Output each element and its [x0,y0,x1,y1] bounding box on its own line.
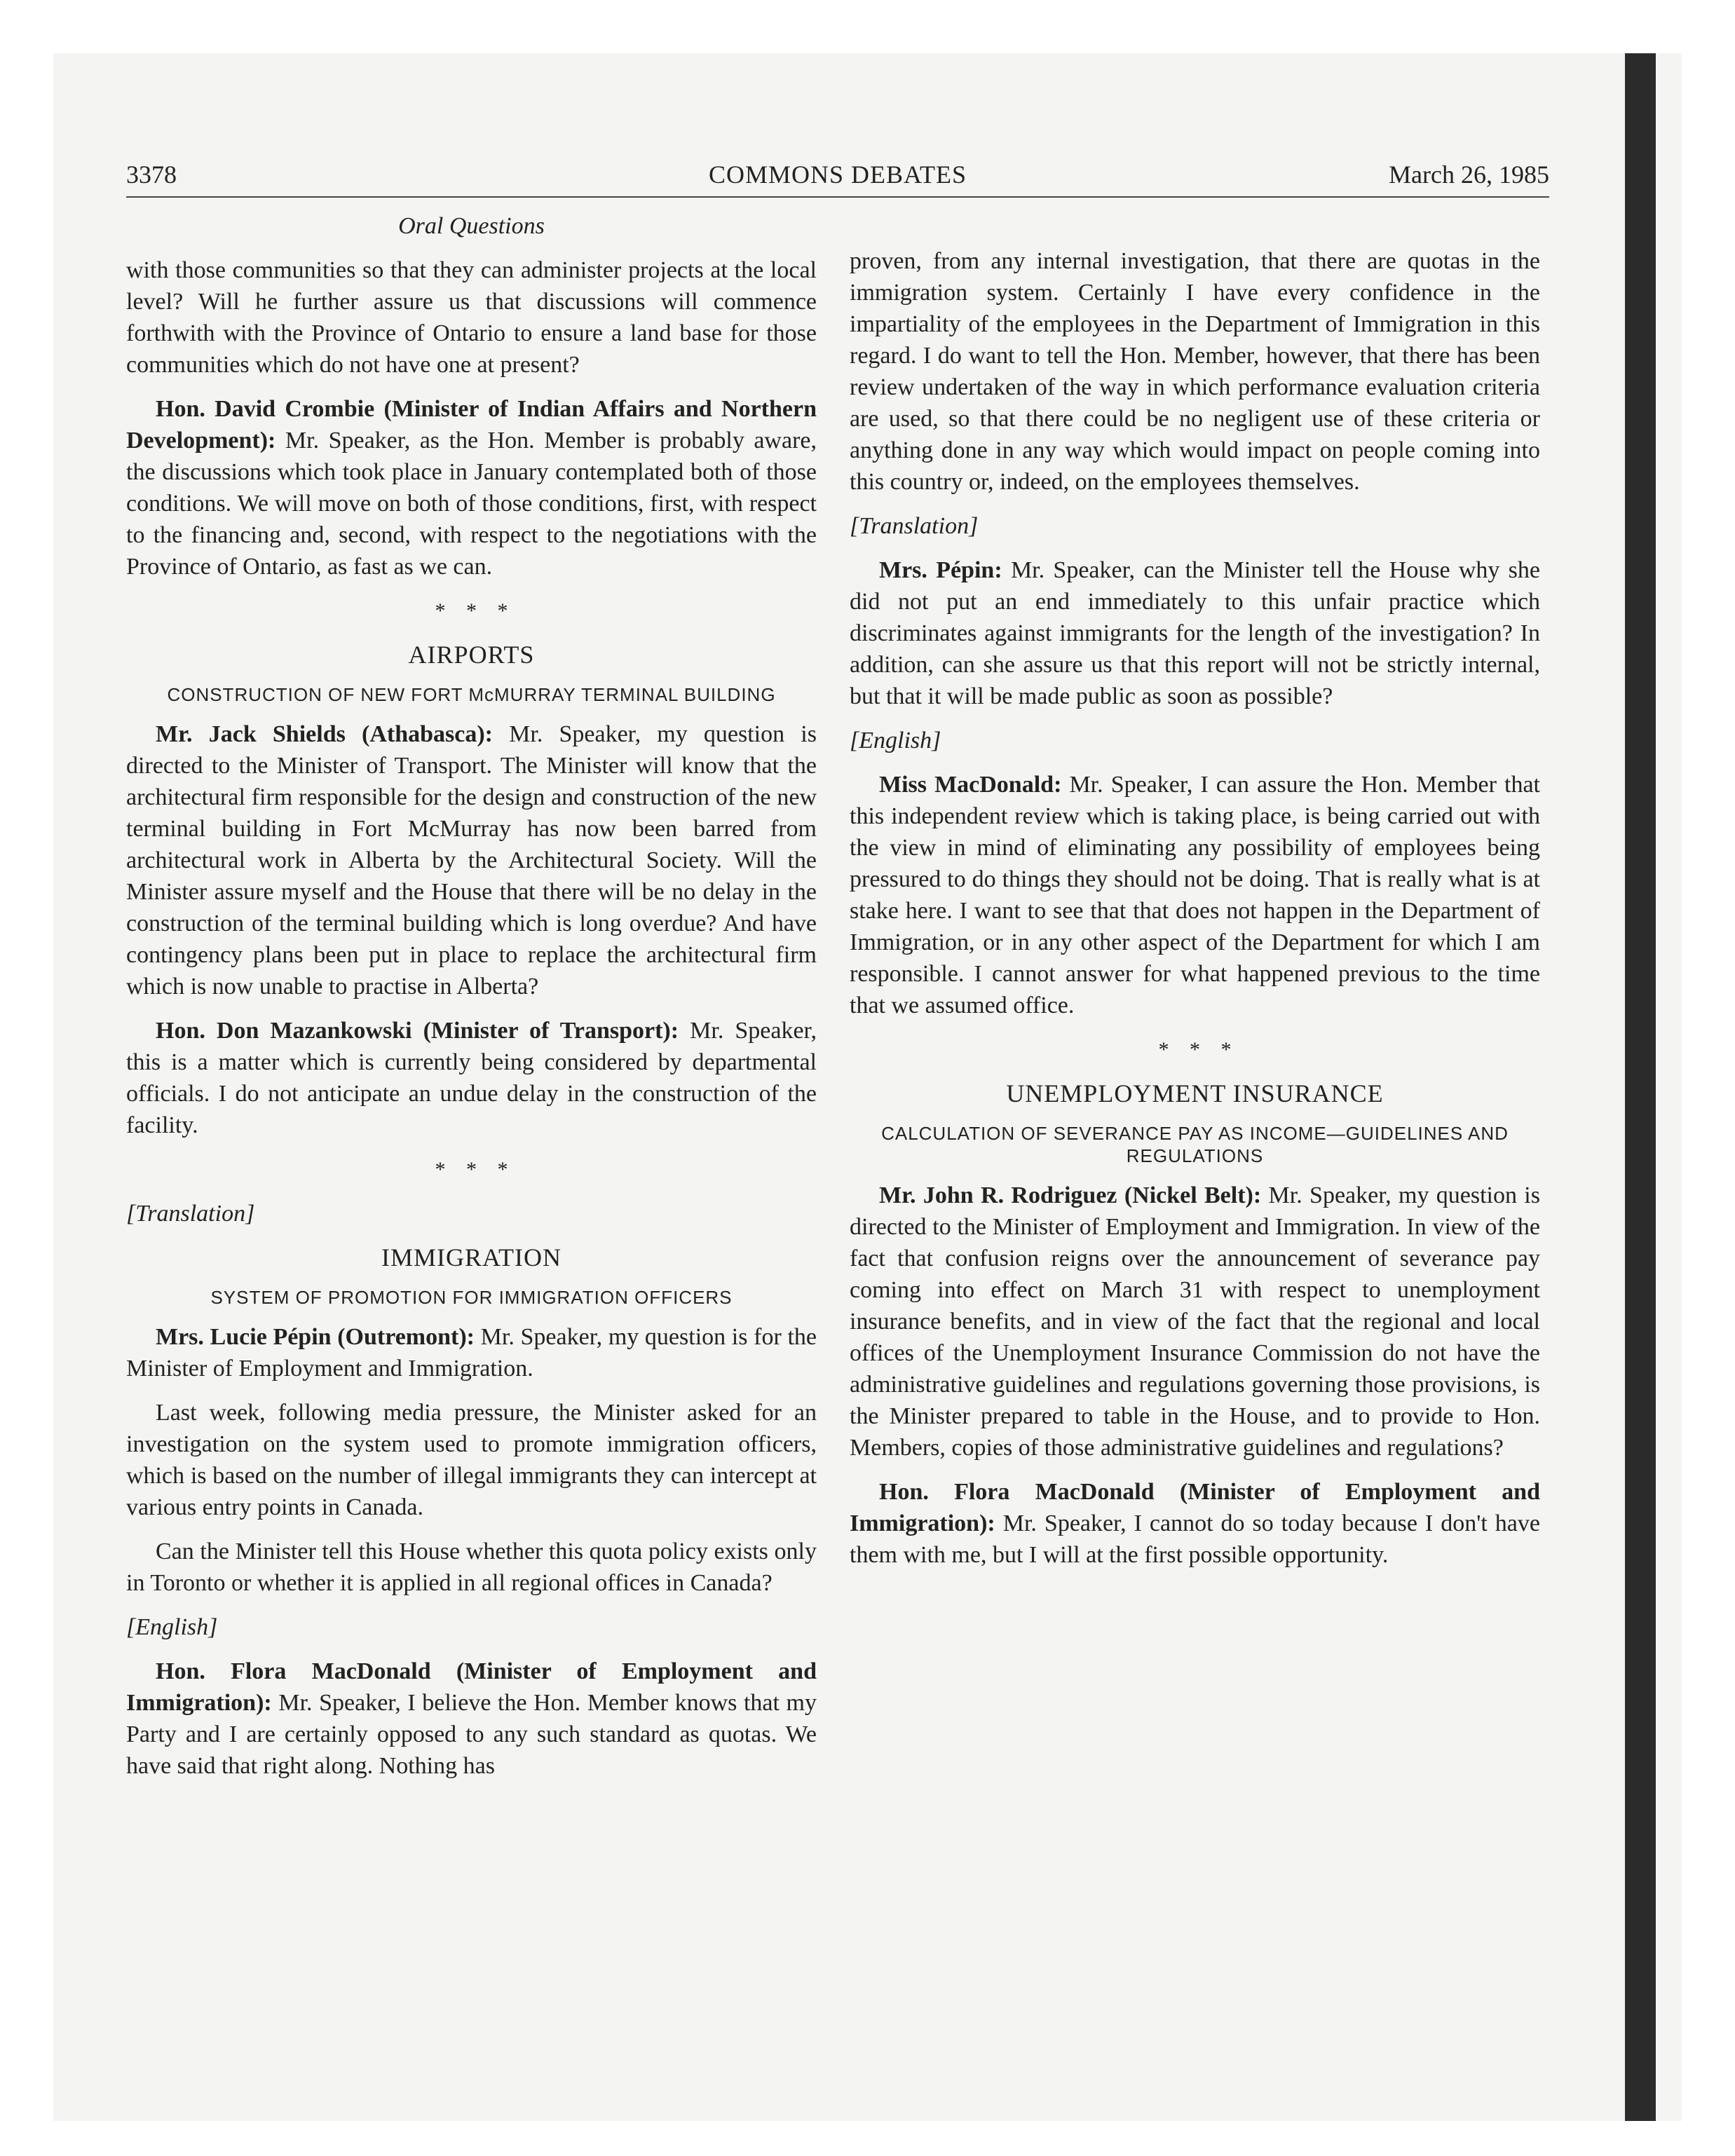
speech-text: Mr. Speaker, I cannot do so today because I don't have them with me, but I will at the first possible opportunity. [850,1510,1540,1568]
page-number: 3378 [126,161,177,189]
right-column [850,245,1540,1583]
section-heading: UNEMPLOYMENT INSURANCE [1006,1079,1384,1107]
paragraph [126,1015,817,1141]
section-heading: AIRPORTS [408,641,535,669]
section-divider: * * * [435,1158,508,1181]
speaker-name: Miss MacDonald: [879,772,1062,798]
paragraph [850,1476,1540,1571]
binding-edge [1625,53,1656,2121]
paragraph [850,554,1540,712]
speaker-name: Mr. John R. Rodriguez (Nickel Belt): [879,1182,1262,1208]
rubric: Oral Questions [398,213,545,239]
speech-text: Mr. Speaker, can the Minister tell the House why she did not put an end immediately to this unfair practice which discriminates against immigrants for the length of the investigation? In addition, can she assure us that this report will not be strictly internal, but that it will be made public as soon as possible? [850,557,1540,709]
speech-text: Mr. Speaker, as the Hon. Member is probably aware, the discussions which took place in January contemplated both of those conditions. We will move on both of those conditions, first, with respect to the financing and, second, with respect to the negotiations with the Province of Ontario, as fast as we can. [126,428,817,580]
speech-text: Mr. Speaker, my question is directed to the Minister of Employment and Immigration. In view of the fact that confusion reigns over the announcement of severance pay coming into effect on March 31 with respect to unemployment insurance benefits, and in view of the fact that the regional and local offices of the Unemployment Insurance Commission do not have the administrative guidelines and regulations governing those provisions, is the Minister prepared to table in the House, and to provide to Hon. Members, copies of those administrative guidelines and regulations? [850,1182,1540,1461]
section-divider: * * * [435,599,508,622]
paragraph: with those communities so that they can administer projects at the local level? Will he further assure us that discussions will commence forthwith with the Province of Ontario to ensure a land base for those communities which do not have one at present? [126,257,817,378]
language-marker: [English] [126,1614,218,1640]
subsection-heading: CONSTRUCTION OF NEW FORT McMURRAY TERMINAL BUILDING [167,684,776,705]
paragraph [126,1656,817,1782]
speaker-name: Mrs. Lucie Pépin (Outremont): [156,1324,475,1350]
language-marker: [Translation] [850,513,979,539]
language-marker: [English] [850,728,941,753]
speaker-name: Mrs. Pépin: [879,557,1002,583]
paragraph [126,1321,817,1384]
paragraph [850,1180,1540,1464]
speech-text: Mr. Speaker, my question is directed to the Minister of Transport. The Minister will know that the architectural firm responsible for the design and construction of the new terminal building in Fort McMurray has now been barred from architectural work in Alberta by the Architectural Society. Will the Minister assure myself and the House that there will be no delay in the construction of the terminal building which is long overdue? And have contingency plans been put in place to replace the architectural firm which is now unable to practise in Alberta? [126,721,817,999]
left-column [126,210,817,1794]
section-heading: IMMIGRATION [381,1243,562,1271]
paragraph: Can the Minister tell this House whether this quota policy exists only in Toronto or whether it is applied in all regional offices in Canada? [126,1538,817,1596]
speaker-name: Mr. Jack Shields (Athabasca): [156,721,493,747]
speaker-name: Hon. David Crombie (Minister of Indian Affairs and Northern Development): [126,396,817,453]
speech-text: Mr. Speaker, I can assure the Hon. Member that this independent review which is taking place, is being carried out with the view in mind of eliminating any possibility of employees being pressured to do things they should not be doing. That is really what is at stake here. I want to see that that does not happen in the Department of Immigration, or in any other aspect of the Department for which I am responsible. I cannot answer for what happened previous to the time that we assumed office. [850,772,1540,1018]
publication-title: COMMONS DEBATES [708,161,967,189]
subsection-heading: CALCULATION OF SEVERANCE PAY AS INCOME—GUIDELINES AND REGULATIONS [881,1123,1509,1166]
speaker-name: Hon. Flora MacDonald (Minister of Employment and Immigration): [850,1479,1540,1536]
language-marker: [Translation] [126,1201,255,1227]
speaker-name: Hon. Flora MacDonald (Minister of Employment and Immigration): [126,1658,817,1716]
page-header [126,160,1549,198]
subsection-heading: SYSTEM OF PROMOTION FOR IMMIGRATION OFFICERS [210,1287,733,1308]
speaker-name: Hon. Don Mazankowski (Minister of Transport): [156,1018,679,1044]
speech-text: Mr. Speaker, I believe the Hon. Member knows that my Party and I are certainly opposed to any such standard as quotas. We have said that right along. Nothing has [126,1690,817,1779]
publication-date: March 26, 1985 [1389,161,1549,189]
speech-text: Mr. Speaker, this is a matter which is currently being considered by departmental officials. I do not anticipate an undue delay in the construction of the facility. [126,1018,817,1138]
section-divider: * * * [1158,1038,1232,1061]
paragraph [126,393,817,582]
paragraph: Last week, following media pressure, the Minister asked for an investigation on the system used to promote immigration officers, which is based on the number of illegal immigrants they can intercept at various entry points in Canada. [126,1400,817,1520]
speech-text: Mr. Speaker, my question is for the Minister of Employment and Immigration. [126,1324,817,1381]
paragraph [126,718,817,1002]
paragraph [850,769,1540,1021]
paragraph: proven, from any internal investigation, that there are quotas in the immigration system. Certainly I have every confidence in the impartiality of the employees in the Department of Immigration in this regard. I do want to tell the Hon. Member, however, that there has been review undertaken of the way in which performance evaluation criteria are used, so that there could be no negligent use of these criteria or anything done in any way which would impact on people coming into this country or, indeed, on the employees themselves. [850,248,1540,495]
